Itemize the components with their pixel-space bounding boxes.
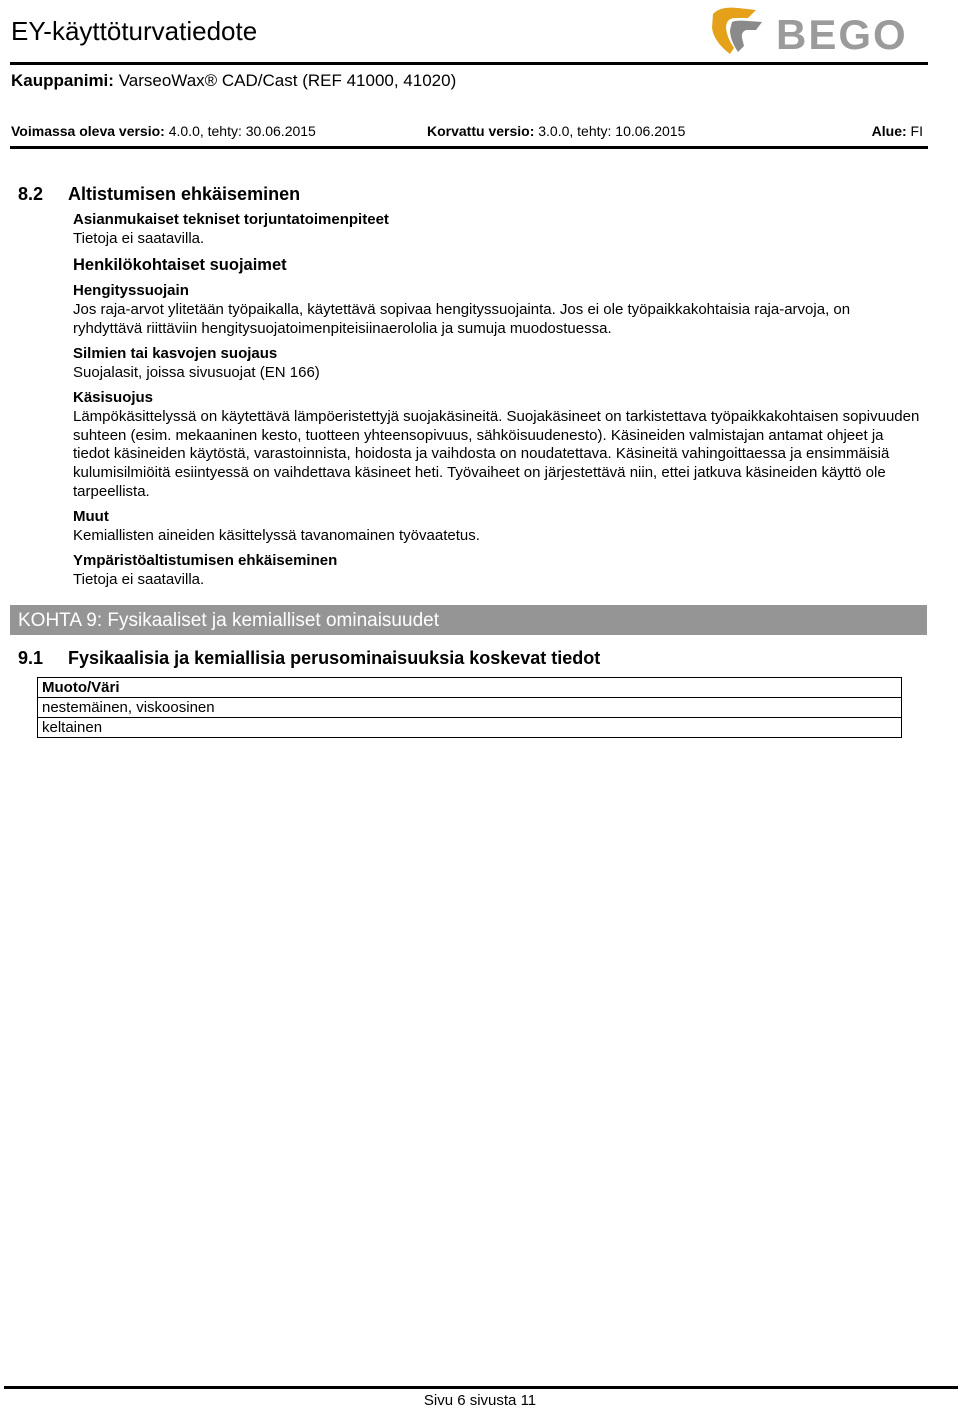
technical-controls-text: Tietoja ei saatavilla. [73,230,205,247]
table-row [38,698,902,718]
environmental-exposure-heading: Ympäristöaltistumisen ehkäiseminen [73,552,338,569]
page-number: Sivu 6 sivusta 11 [423,1392,537,1409]
revised-version [427,123,685,139]
section-title: Altistumisen ehkäiseminen [68,184,301,204]
logo-wordmark: BEGO [776,11,908,58]
ppe-heading: Henkilökohtaiset suojaimet [73,256,287,274]
valid-version [11,123,316,139]
section-number: 8.2 [18,184,44,204]
document-title: EY-käyttöturvatiedote [11,16,258,46]
trade-name-value: VarseoWax® CAD/Cast (REF 41000, 41020) [118,71,457,90]
header-rule-bottom [10,146,928,149]
other-protection-heading: Muut [73,508,109,525]
region-value: FI [910,123,923,139]
trade-name-label: Kauppanimi: [11,71,114,90]
environmental-exposure-text: Tietoja ei saatavilla. [73,571,205,588]
valid-version-label: Voimassa oleva versio: [11,123,165,139]
respiratory-text: Jos raja-arvot ylitetään työpaikalla, käytettävä sopivaa hengityssuojainta. Jos ei ole työpaikkakohtaisia raja-arvoja, on ryhdyttävä riittäviin hengitysuojatoimenpiteisiinaerololia ja sumuja muodostuessa. [73,301,851,337]
technical-controls-heading: Asianmukaiset tekniset torjuntatoimenpiteet [73,211,389,228]
table-cell: nestemäinen, viskoosinen [38,698,902,718]
subsection-number: 9.1 [18,648,44,668]
respiratory-heading: Hengityssuojain [73,282,189,299]
region-label: Alue: [871,123,907,139]
properties-table [37,677,902,738]
table-header-cell: Muoto/Väri [38,678,902,698]
hand-protection-text: Lämpökäsittelyssä on käytettävä lämpöeristettyjä suojakäsineitä. Suojakäsineet on tarkistettava työpaikkakohtaisen sopivuuden suhteen (esim. mekaaninen kesto, tuotteen yhteensopivuus, sähköisuudenesto). Käsineiden valmistajan antamat ohjeet ja tiedot käsineiden käytöstä, varastoinnista, hoidosta ja vaihdosta on noudatettava. Käsineitä vahingoittaessa ja ensimmäisiä kulumisilmiöitä esiintyessä on vaihdettava käsineet heti. Työvaiheet on järjestettävä niin, ettei jatkuva käsineiden käyttö ole tarpeellista. [73,408,920,500]
header-rule-top [10,62,928,65]
subsection-title: Fysikaalisia ja kemiallisia perusominaisuuksia koskevat tiedot [68,648,601,668]
trade-name [11,71,456,91]
table-cell: keltainen [38,718,902,738]
hand-protection-heading: Käsisuojus [73,389,154,406]
eye-protection-heading: Silmien tai kasvojen suojaus [73,345,278,362]
bego-logo [708,4,924,62]
table-header-row [38,678,902,698]
valid-version-value: 4.0.0, tehty: 30.06.2015 [168,123,316,139]
revised-version-value: 3.0.0, tehty: 10.06.2015 [538,123,686,139]
section-banner-title: KOHTA 9: Fysikaaliset ja kemialliset ominaisuudet [18,610,439,631]
revised-version-label: Korvattu versio: [427,123,535,139]
other-protection-text: Kemiallisten aineiden käsittelyssä tavanomainen työvaatetus. [73,527,480,544]
footer-rule [4,1386,958,1389]
region [872,123,923,139]
eye-protection-text: Suojalasit, joissa sivusuojat (EN 166) [73,364,320,381]
table-row [38,718,902,738]
